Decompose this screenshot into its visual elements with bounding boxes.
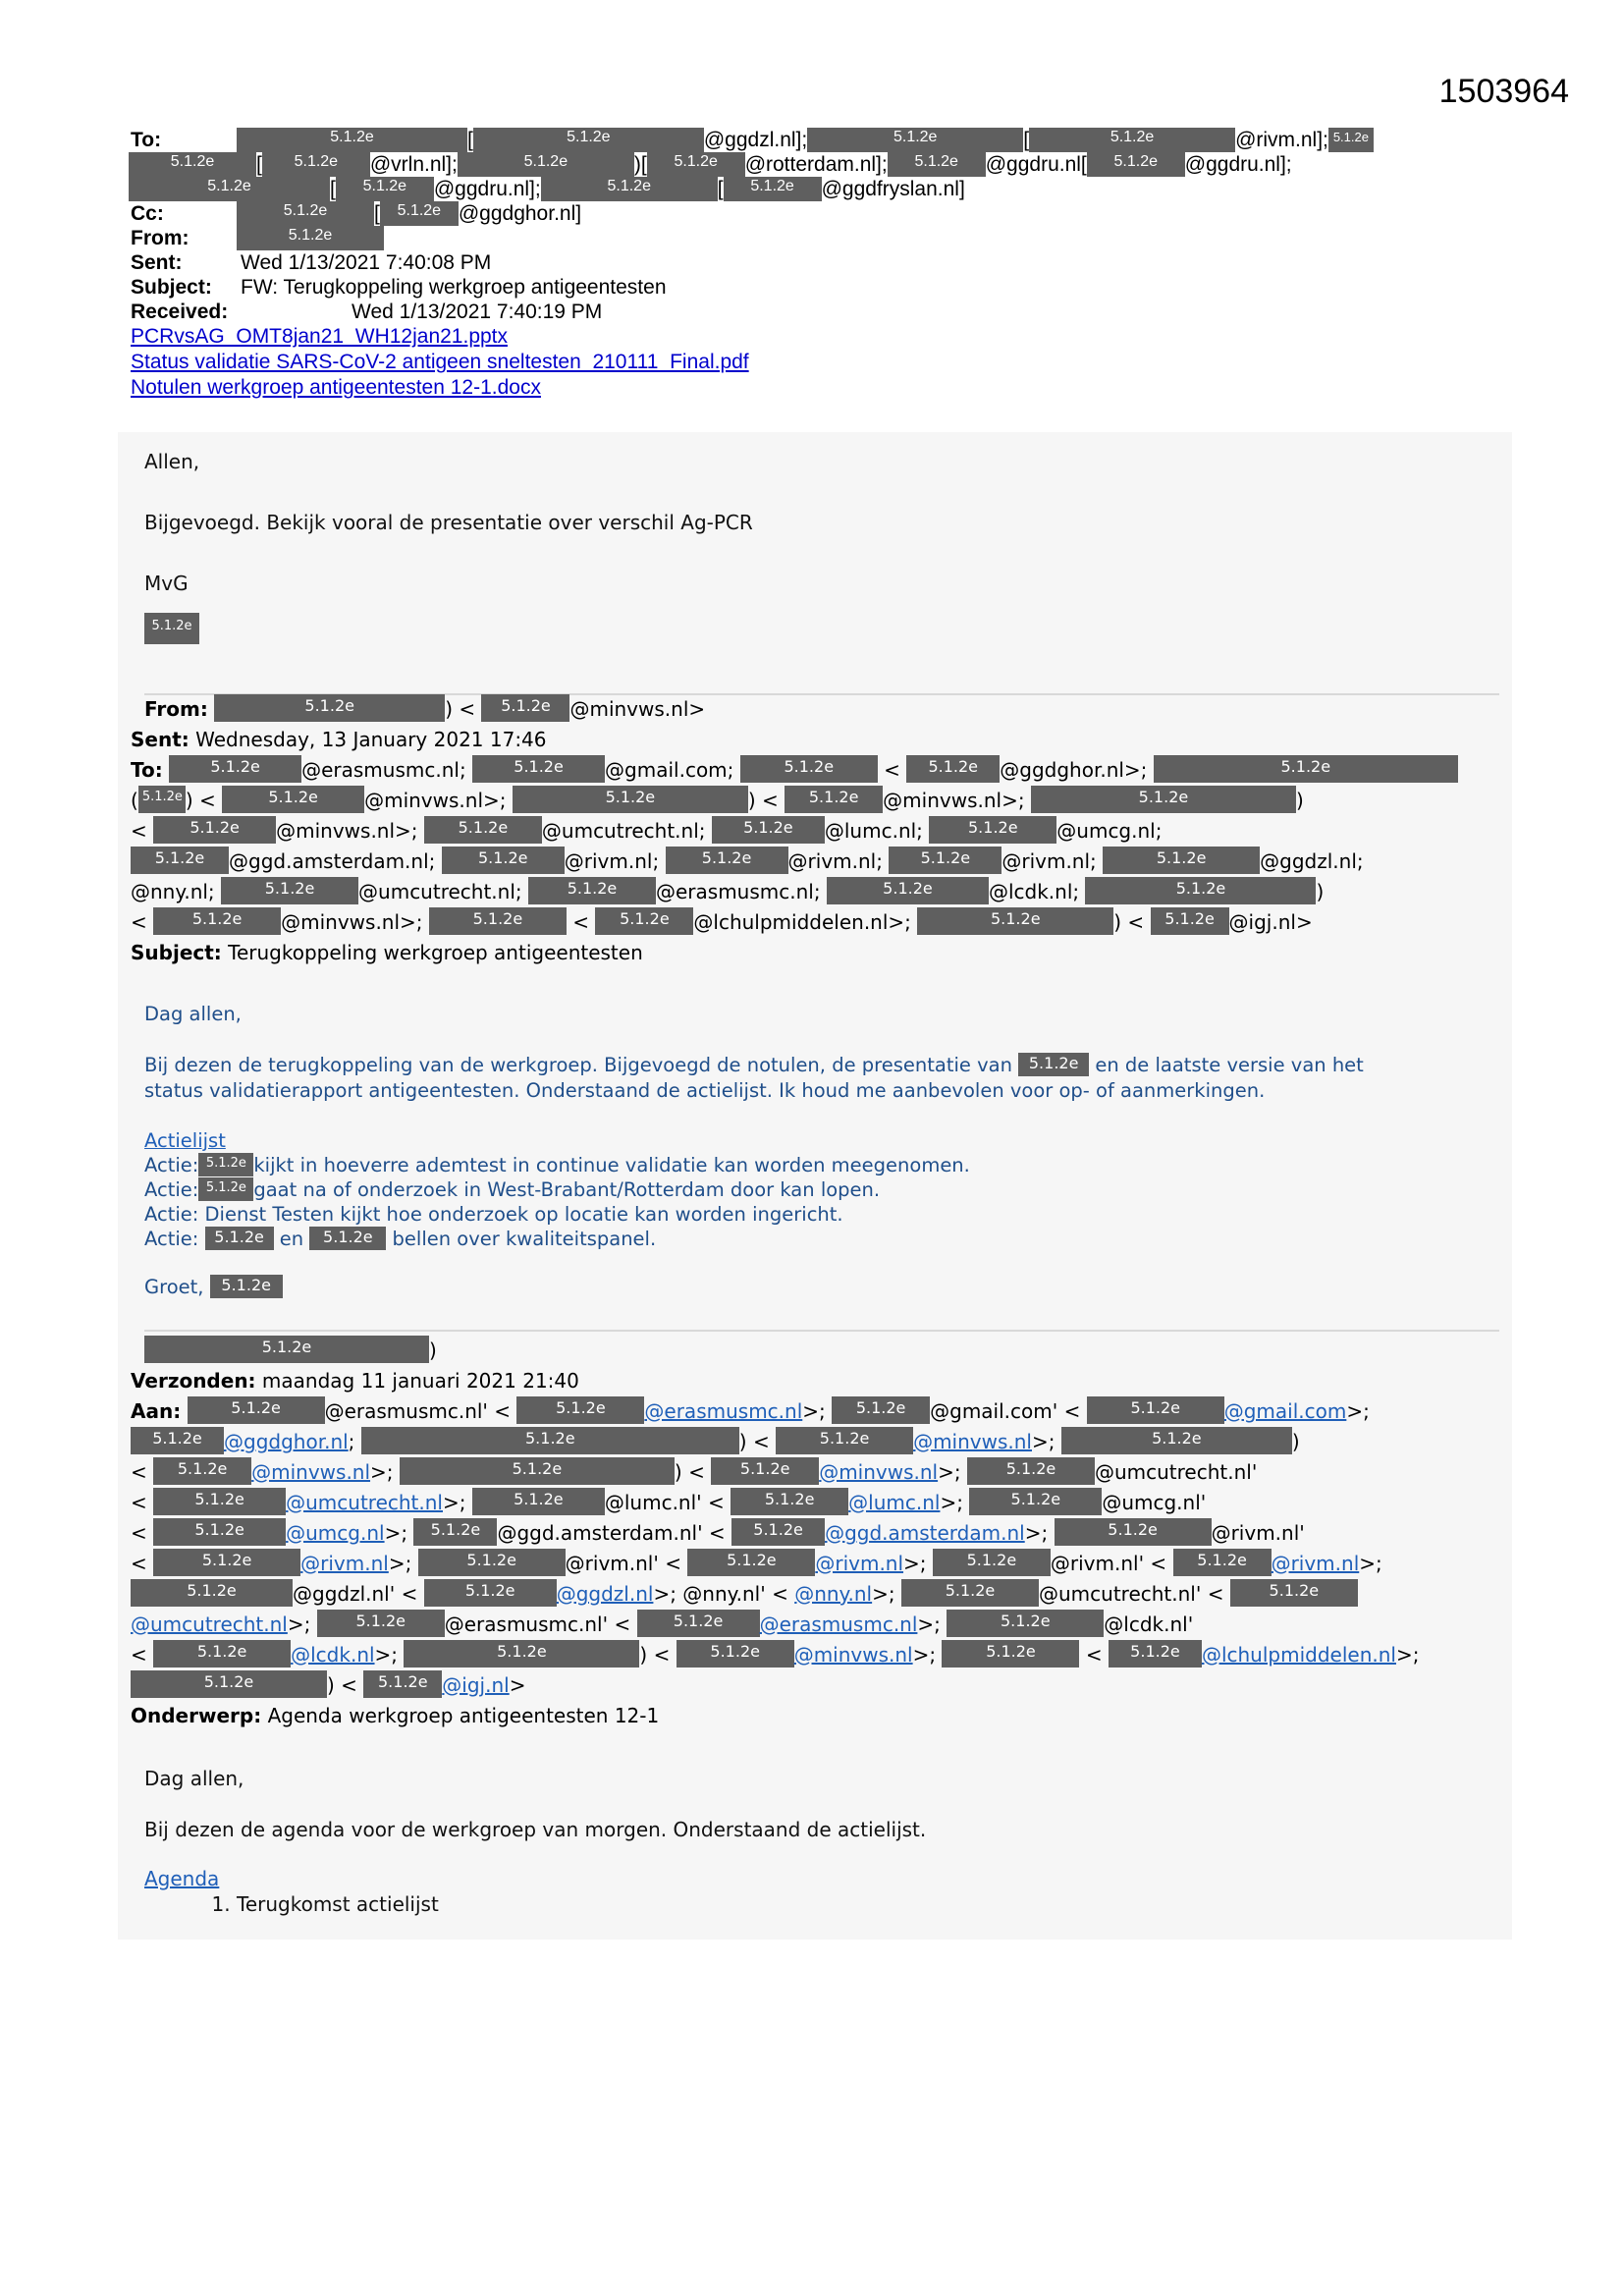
sent-label: Sent: [131, 251, 183, 274]
redaction: 5.1.2e [906, 755, 1000, 783]
redaction: 5.1.2e [901, 1579, 1039, 1607]
redaction: 5.1.2e [153, 816, 276, 844]
redaction: 5.1.2e [1029, 128, 1235, 152]
email-domain: @rivm.nl]; [1235, 129, 1328, 151]
redaction: 5.1.2e [210, 1275, 283, 1298]
message-3-header: 5.1.2e ) Verzonden: maandag 11 januari 2021 21:40 Aan: 5.1.2e @erasmusmc.nl' < 5.1.2e @erasmusmc.nl>; 5.1.2e @gmail.com' < 5.1.2e @gmail.com>; 5.1.2e @ggdghor.nl; 5.1.2e ) < 5.1.2e @minvws.nl>; 5.1.2e ) < 5.1.2e @minvws.nl>; 5.1.2e ) < 5.1.2e @minvws.nl>; 5.1.2e @umcutrecht.nl' < 5.1.2e @umcutrecht.nl>; 5.1.2e @lumc.nl' < 5.1.2e @lumc.nl>; 5.1.2e @umcg.nl' < 5.1.2e @umcg.nl>; 5.1.2e @ggd.amsterdam.nl' < 5.1.2e @ggd.amsterdam.nl>; 5.1.2e @rivm.nl' < 5.1.2e @rivm.nl>; 5.1.2e @rivm.nl' < 5.1.2e @rivm.nl>; 5.1.2e @rivm.nl' < 5.1.2e @rivm.nl>; 5.1.2e @ggdzl.nl' < 5.1.2e @ggdzl.nl>; @nny.nl' < @nny.nl>; 5.1.2e @umcutrecht.nl' < 5.1.2e @umcutrecht.nl>; 5.1.2e @erasmusmc.nl' < 5.1.2e @erasmusmc.nl>; 5.1.2e @lcdk.nl' < 5.1.2e @lcdk.nl>; 5.1.2e ) < 5.1.2e @minvws.nl>; 5.1.2e < 5.1.2e @lchulpmiddelen.nl>; 5.1.2e ) < 5.1.2e @igj.nl> Onderwerp: Agenda werkgroep antigeentesten 12-1 [131, 1338, 1420, 1727]
redaction: 5.1.2e [595, 907, 693, 935]
redaction: 5.1.2e [221, 877, 358, 904]
redaction: 5.1.2e [205, 1227, 274, 1250]
redaction: 5.1.2e [1055, 1518, 1212, 1546]
email-domain: @ggdfryslan.nl] [821, 178, 965, 200]
redaction: 5.1.2e [262, 152, 370, 177]
redaction: 5.1.2e [198, 1177, 253, 1201]
redaction: 5.1.2e [144, 1336, 429, 1363]
redaction: 5.1.2e [481, 694, 569, 722]
redaction: 5.1.2e [188, 1396, 325, 1424]
closing: Groet, [144, 1276, 204, 1298]
redaction: 5.1.2e [153, 1549, 300, 1576]
closing: MvG [144, 572, 189, 595]
onderwerp-value: Agenda werkgroep antigeentesten 12-1 [267, 1704, 660, 1727]
redaction: 5.1.2e [888, 152, 986, 177]
received-label: Received: [131, 301, 229, 323]
email-domain: @ggdru.nl]; [1184, 153, 1292, 176]
to-row-2: 5.1.2e [ 5.1.2e @vrln.nl]; 5.1.2e )[ 5.1.2e @rotterdam.nl]; 5.1.2e @ggdru.nl[ 5.1.2e @ggdru.nl]; [131, 152, 1505, 177]
document-number: 1503964 [1438, 73, 1569, 110]
redaction: 5.1.2e [336, 177, 434, 201]
verzonden-value: maandag 11 januari 2021 21:40 [261, 1369, 579, 1393]
redaction: 5.1.2e [933, 1549, 1051, 1576]
redaction: 5.1.2e [1230, 1579, 1358, 1607]
actie-text: kijkt in hoeverre ademtest in continue validatie kan worden meegenomen. [253, 1154, 970, 1176]
redaction: 5.1.2e [1154, 755, 1458, 783]
email-domain: @ggdghor.nl] [458, 202, 582, 225]
actie-label: Actie: [144, 1154, 199, 1176]
redaction: 5.1.2e [516, 1396, 644, 1424]
redaction: 5.1.2e [889, 847, 1001, 874]
redaction: 5.1.2e [731, 1518, 825, 1546]
redaction: 5.1.2e [677, 1640, 794, 1667]
message-2-header: From: 5.1.2e ) < 5.1.2e @minvws.nl> Sent: Wednesday, 13 January 2021 17:46 To: 5.1.2e @erasmusmc.nl; 5.1.2e @gmail.com; 5.1.2e < 5.1.2e @ggdghor.nl>; 5.1.2e ( 5.1.2e ) < 5.1.2e @minvws.nl>; 5.1.2e ) < 5.1.2e @minvws.nl>; 5.1.2e ) < 5.1.2e @minvws.nl>; 5.1.2e @umcutrecht.nl; 5.1.2e @lumc.nl; 5.1.2e @umcg.nl; 5.1.2e @ggd.amsterdam.nl; 5.1.2e @rivm.nl; 5.1.2e @rivm.nl; 5.1.2e @rivm.nl; 5.1.2e @ggdzl.nl; @nny.nl; 5.1.2e @umcutrecht.nl; 5.1.2e @erasmusmc.nl; 5.1.2e @lcdk.nl; 5.1.2e ) < 5.1.2e @minvws.nl>; 5.1.2e < 5.1.2e @lchulpmiddelen.nl>; 5.1.2e ) < 5.1.2e @igj.nl> Subject: Terugkoppeling werkgroep antigeentesten [131, 694, 1505, 968]
redaction: 5.1.2e [1103, 847, 1260, 874]
body-text: Bij dezen de terugkoppeling van de werkgroep. Bijgevoegd de notulen, de presentatie van [144, 1054, 1012, 1076]
actielijst-heading: Actielijst [144, 1129, 226, 1152]
actie-text: gaat na of onderzoek in West-Brabant/Rotterdam door kan lopen. [253, 1178, 881, 1201]
body-text: Bij dezen de agenda voor de werkgroep van morgen. Onderstaand de actielijst. [144, 1818, 927, 1841]
redaction: 5.1.2e [666, 847, 788, 874]
greeting: Allen, [144, 450, 200, 473]
message-3-body [144, 1766, 926, 1917]
redaction: 5.1.2e [413, 1518, 497, 1546]
attachment-list [131, 324, 1505, 401]
from-label: From: [144, 697, 208, 721]
redaction: 5.1.2e [637, 1610, 760, 1637]
redaction: 5.1.2e [807, 128, 1023, 152]
redaction: 5.1.2e [317, 1610, 445, 1637]
redaction: 5.1.2e [131, 847, 229, 874]
message-2-body [144, 1002, 1364, 1300]
redaction: 5.1.2e [513, 786, 748, 813]
signature-redaction: 5.1.2e [144, 613, 199, 644]
actie-text: bellen over kwaliteitspanel. [392, 1228, 657, 1250]
redaction: 5.1.2e [967, 1457, 1095, 1485]
sent-value: Wed 1/13/2021 7:40:08 PM [241, 251, 492, 274]
redaction: 5.1.2e [361, 1427, 739, 1454]
redaction: 5.1.2e [309, 1227, 386, 1250]
redaction: 5.1.2e [153, 1488, 286, 1515]
redaction: 5.1.2e [1328, 128, 1374, 152]
redaction: 5.1.2e [380, 201, 459, 226]
actie-text: Actie: Dienst Testen kijkt hoe onderzoek op locatie kan worden ingericht. [144, 1203, 843, 1226]
body-line: Bijgevoegd. Bekijk vooral de presentatie over verschil Ag-PCR [144, 511, 753, 534]
redaction: 5.1.2e [776, 1427, 913, 1454]
redaction: 5.1.2e [129, 152, 256, 177]
redaction: 5.1.2e [473, 128, 704, 152]
redaction: 5.1.2e [731, 1488, 848, 1515]
verzonden-label: Verzonden: [131, 1369, 256, 1393]
redaction: 5.1.2e [131, 1670, 327, 1698]
redaction: 5.1.2e [917, 907, 1113, 935]
sent-value: Wednesday, 13 January 2021 17:46 [195, 728, 547, 751]
redaction: 5.1.2e [418, 1549, 566, 1576]
redaction: 5.1.2e [237, 201, 374, 226]
subject-label: Subject: [131, 276, 212, 299]
redaction: 5.1.2e [647, 152, 745, 177]
body-text: en de laatste versie van het [1095, 1054, 1364, 1076]
redaction: 5.1.2e [138, 786, 186, 813]
greeting: Dag allen, [144, 1003, 242, 1025]
redaction: 5.1.2e [363, 1670, 442, 1698]
redaction: 5.1.2e [740, 755, 878, 783]
redaction: 5.1.2e [947, 1610, 1104, 1637]
redaction: 5.1.2e [131, 1579, 293, 1607]
redaction: 5.1.2e [969, 1488, 1102, 1515]
redaction: 5.1.2e [929, 816, 1056, 844]
redaction: 5.1.2e [1109, 1640, 1202, 1667]
received-row [131, 300, 1505, 324]
redaction: 5.1.2e [1061, 1427, 1292, 1454]
body-text: status validatierapport antigeentesten. Onderstaand de actielijst. Ik houd me aanbevolen voor op- of aanmerkingen. [144, 1079, 1266, 1102]
redaction: 5.1.2e [827, 877, 989, 904]
agenda-item: 1. Terugkomst actielijst [237, 1891, 926, 1917]
to-label: To: [131, 129, 162, 151]
to-row: To: 5.1.2e [ 5.1.2e @ggdzl.nl]; 5.1.2e [ 5.1.2e @rivm.nl]; 5.1.2e [131, 128, 1505, 152]
email-domain: @ggdzl.nl]; [703, 129, 808, 151]
redaction: 5.1.2e [214, 694, 445, 722]
message-1 [144, 447, 753, 644]
sent-label: Sent: [131, 728, 189, 751]
email-domain: @rotterdam.nl]; [744, 153, 888, 176]
redaction: 5.1.2e [528, 877, 656, 904]
onderwerp-label: Onderwerp: [131, 1704, 262, 1727]
attachment-link[interactable]: PCRvsAG_OMT8jan21_WH12jan21.pptx [131, 325, 509, 348]
redaction: 5.1.2e [424, 1579, 557, 1607]
attachment-link[interactable]: Notulen werkgroep antigeentesten 12-1.docx [131, 376, 541, 399]
redaction: 5.1.2e [541, 177, 718, 201]
from-label: From: [131, 227, 189, 249]
redaction: 5.1.2e [424, 816, 542, 844]
cc-label: Cc: [131, 202, 164, 225]
email-domain: @ggdru.nl]; [433, 178, 541, 200]
redaction: 5.1.2e [237, 226, 384, 250]
redaction: 5.1.2e [131, 1427, 224, 1454]
redaction: 5.1.2e [1087, 1396, 1224, 1424]
redaction: 5.1.2e [153, 1518, 286, 1546]
redaction: 5.1.2e [832, 1396, 930, 1424]
redaction: 5.1.2e [458, 152, 634, 177]
email-domain: @ggdru.nl[ [985, 153, 1087, 176]
actie-label: Actie: [144, 1228, 199, 1250]
redaction: 5.1.2e [153, 1457, 251, 1485]
redaction: 5.1.2e [1031, 786, 1296, 813]
attachment-link[interactable]: Status validatie SARS-CoV-2 antigeen sneltesten_210111_Final.pdf [131, 351, 749, 373]
from-row [131, 226, 1505, 250]
agenda-heading: Agenda [144, 1867, 220, 1890]
email-domain: @minvws.nl> [569, 697, 706, 721]
redaction: 5.1.2e [711, 1457, 819, 1485]
subject-value: FW: Terugkoppeling werkgroep antigeentesten [241, 276, 667, 299]
to-row-3: 5.1.2e [ 5.1.2e @ggdru.nl]; 5.1.2e [ 5.1.2e @ggdfryslan.nl] [131, 177, 1505, 201]
redaction: 5.1.2e [472, 755, 605, 783]
redaction: 5.1.2e [237, 128, 467, 152]
redaction: 5.1.2e [942, 1640, 1079, 1667]
redaction: 5.1.2e [712, 816, 825, 844]
redaction: 5.1.2e [1087, 152, 1185, 177]
redaction: 5.1.2e [429, 907, 567, 935]
redaction: 5.1.2e [153, 907, 281, 935]
redaction: 5.1.2e [222, 786, 364, 813]
subject-label: Subject: [131, 941, 222, 964]
to-label: To: [131, 758, 163, 782]
redaction: 5.1.2e [687, 1549, 815, 1576]
greeting: Dag allen, [144, 1767, 244, 1790]
sent-row [131, 250, 1505, 275]
redaction: 5.1.2e [785, 786, 883, 813]
email-domain: @vrln.nl]; [369, 153, 458, 176]
redaction: 5.1.2e [404, 1640, 639, 1667]
received-value: Wed 1/13/2021 7:40:19 PM [352, 301, 603, 323]
redaction: 5.1.2e [1018, 1053, 1089, 1076]
redaction: 5.1.2e [1085, 877, 1316, 904]
actie-text: en [279, 1228, 304, 1250]
email-header [131, 128, 1505, 401]
subject-row [131, 275, 1505, 300]
agenda-list [144, 1891, 926, 1917]
redaction: 5.1.2e [169, 755, 301, 783]
subject-value: Terugkoppeling werkgroep antigeentesten [228, 941, 643, 964]
redaction: 5.1.2e [400, 1457, 675, 1485]
actie-label: Actie: [144, 1178, 199, 1201]
redaction: 5.1.2e [129, 177, 330, 201]
redaction: 5.1.2e [724, 177, 822, 201]
redaction: 5.1.2e [472, 1488, 605, 1515]
redaction: 5.1.2e [153, 1640, 291, 1667]
divider [144, 1330, 1499, 1332]
redaction: 5.1.2e [1151, 907, 1229, 935]
redaction: 5.1.2e [1173, 1549, 1272, 1576]
aan-label: Aan: [131, 1399, 182, 1423]
cc-row: Cc: 5.1.2e [ 5.1.2e @ggdghor.nl] [131, 202, 582, 225]
redaction: 5.1.2e [442, 847, 565, 874]
redaction: 5.1.2e [198, 1153, 253, 1176]
